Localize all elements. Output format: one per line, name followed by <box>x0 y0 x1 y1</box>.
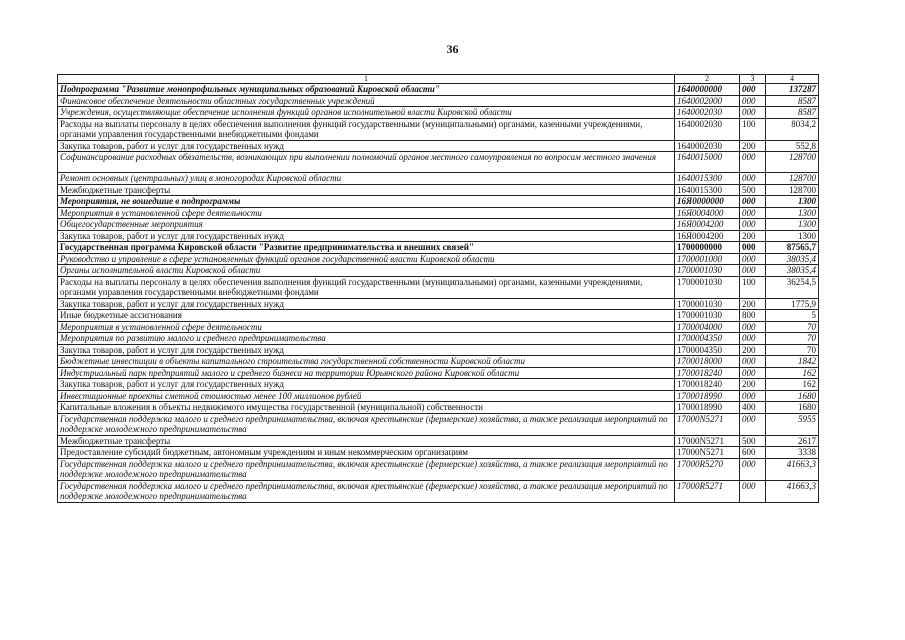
table-row <box>58 265 819 277</box>
table-header-row <box>58 75 819 84</box>
row-amount-cell: 1842 <box>766 356 819 368</box>
row-amount-cell: 3338 <box>766 447 819 459</box>
row-expense-type-cell: 000 <box>740 458 766 480</box>
row-amount-cell: 162 <box>766 367 819 379</box>
row-name-cell: Бюджетные инвестиции в объекты капитального строительства государственной собственности Кировской области <box>58 356 675 368</box>
row-name-cell: Финансовое обеспечение деятельности областных государственных учреждений <box>58 95 675 107</box>
row-amount-cell: 1300 <box>766 207 819 219</box>
table-row <box>58 140 819 152</box>
row-code-cell: 1700001030 <box>675 298 740 310</box>
row-amount-cell: 128700 <box>766 184 819 196</box>
row-name-cell: Государственная поддержка малого и среднего предпринимательства, включая крестьянские (фермерские) хозяйства, а также реализация мероприятий по поддержке молодежного предпринимательства <box>58 480 675 502</box>
row-expense-type-cell: 200 <box>740 379 766 391</box>
row-amount-cell: 87565,7 <box>766 242 819 254</box>
row-name-cell: Расходы на выплаты персоналу в целях обеспечения выполнения функций государственными (муниципальными) органами, казенными учреждениями, органами управления государственными внебюджетными фондами <box>58 118 675 140</box>
table-row <box>58 402 819 414</box>
row-amount-cell: 2617 <box>766 435 819 447</box>
table-row <box>58 84 819 96</box>
table-row <box>58 184 819 196</box>
row-expense-type-cell: 000 <box>740 413 766 435</box>
row-code-cell: 1640002030 <box>675 140 740 152</box>
row-expense-type-cell: 000 <box>740 333 766 345</box>
row-code-cell: 1700001030 <box>675 310 740 322</box>
row-amount-cell: 70 <box>766 321 819 333</box>
row-name-cell: Капитальные вложения в объекты недвижимого имущества государственной (муниципальной) собственности <box>58 402 675 414</box>
row-code-cell: 16Я0004200 <box>675 230 740 242</box>
row-code-cell: 1700004350 <box>675 333 740 345</box>
table-body <box>58 84 819 503</box>
table-row <box>58 173 819 185</box>
row-name-cell: Руководство и управление в сфере установленных функций органов государственной власти Кировской области <box>58 253 675 265</box>
row-name-cell: Софинансирование расходных обязательств, возникающих при выполнении полномочий органов местного самоуправления по вопросам местного значения <box>58 152 675 173</box>
row-amount-cell: 5 <box>766 310 819 322</box>
row-amount-cell: 5955 <box>766 413 819 435</box>
row-name-cell: Мероприятия в установленной сфере деятельности <box>58 207 675 219</box>
row-name-cell: Предоставление субсидий бюджетным, автономным учреждениям и иным некоммерческим организациям <box>58 447 675 459</box>
column-header-amount: 4 <box>766 75 819 84</box>
row-code-cell: 1700000000 <box>675 242 740 254</box>
row-expense-type-cell: 500 <box>740 184 766 196</box>
row-expense-type-cell: 000 <box>740 152 766 173</box>
row-expense-type-cell: 200 <box>740 344 766 356</box>
row-expense-type-cell: 000 <box>740 390 766 402</box>
row-code-cell: 1640002030 <box>675 118 740 140</box>
row-amount-cell: 137287 <box>766 84 819 96</box>
budget-table <box>57 74 819 503</box>
row-code-cell: 1700018990 <box>675 390 740 402</box>
row-code-cell: 1640015000 <box>675 152 740 173</box>
row-expense-type-cell: 000 <box>740 107 766 119</box>
row-expense-type-cell: 600 <box>740 447 766 459</box>
row-name-cell: Общегосударственные мероприятия <box>58 219 675 231</box>
row-amount-cell: 41663,3 <box>766 458 819 480</box>
row-name-cell: Мероприятия, не вошедшие в подпрограммы <box>58 196 675 208</box>
row-code-cell: 16Я0000000 <box>675 196 740 208</box>
row-code-cell: 1640000000 <box>675 84 740 96</box>
row-code-cell: 17000N5271 <box>675 413 740 435</box>
row-amount-cell: 70 <box>766 344 819 356</box>
table-row <box>58 207 819 219</box>
row-code-cell: 17000N5271 <box>675 435 740 447</box>
row-code-cell: 1700018240 <box>675 379 740 391</box>
row-expense-type-cell: 400 <box>740 402 766 414</box>
row-amount-cell: 8034,2 <box>766 118 819 140</box>
row-name-cell: Мероприятия по развитию малого и среднего предпринимательства <box>58 333 675 345</box>
row-expense-type-cell: 000 <box>740 367 766 379</box>
row-name-cell: Индустриальный парк предприятий малого и среднего бизнеса на территории Юрьянского района Кировской области <box>58 367 675 379</box>
table-row <box>58 379 819 391</box>
table-row <box>58 219 819 231</box>
row-name-cell: Подпрограмма "Развитие монопрофильных муниципальных образований Кировской области" <box>58 84 675 96</box>
table-row <box>58 107 819 119</box>
table-row <box>58 298 819 310</box>
row-expense-type-cell: 000 <box>740 321 766 333</box>
row-expense-type-cell: 000 <box>740 219 766 231</box>
row-code-cell: 1700018990 <box>675 402 740 414</box>
row-amount-cell: 128700 <box>766 152 819 173</box>
table-row <box>58 321 819 333</box>
table-row <box>58 242 819 254</box>
row-name-cell: Расходы на выплаты персоналу в целях обеспечения выполнения функций государственными (муниципальными) органами, казенными учреждениями, органами управления государственными внебюджетными фондами <box>58 276 675 298</box>
table-row <box>58 413 819 435</box>
row-name-cell: Иные бюджетные ассигнования <box>58 310 675 322</box>
row-code-cell: 1700001030 <box>675 276 740 298</box>
row-expense-type-cell: 000 <box>740 207 766 219</box>
row-name-cell: Межбюджетные трансферты <box>58 435 675 447</box>
row-amount-cell: 1300 <box>766 230 819 242</box>
row-code-cell: 17000N5271 <box>675 447 740 459</box>
row-name-cell: Государственная поддержка малого и среднего предпринимательства, включая крестьянские (фермерские) хозяйства, а также реализация мероприятий по поддержке молодежного предпринимательства <box>58 458 675 480</box>
row-amount-cell: 162 <box>766 379 819 391</box>
table-row <box>58 435 819 447</box>
row-code-cell: 17000R5270 <box>675 458 740 480</box>
row-amount-cell: 38035,4 <box>766 265 819 277</box>
column-header-name: 1 <box>58 75 675 84</box>
row-name-cell: Закупка товаров, работ и услуг для государственных нужд <box>58 379 675 391</box>
row-expense-type-cell: 200 <box>740 298 766 310</box>
row-expense-type-cell: 000 <box>740 242 766 254</box>
table-row <box>58 310 819 322</box>
table-row <box>58 480 819 502</box>
table-row <box>58 95 819 107</box>
table-row <box>58 230 819 242</box>
table-row <box>58 253 819 265</box>
table-row <box>58 447 819 459</box>
row-amount-cell: 1300 <box>766 196 819 208</box>
table-row <box>58 344 819 356</box>
row-code-cell: 16Я0004000 <box>675 207 740 219</box>
row-amount-cell: 1775,9 <box>766 298 819 310</box>
row-code-cell: 1700001030 <box>675 265 740 277</box>
row-amount-cell: 70 <box>766 333 819 345</box>
row-name-cell: Государственная программа Кировской области "Развитие предпринимательства и внешних связей" <box>58 242 675 254</box>
table-row <box>58 276 819 298</box>
table-row <box>58 196 819 208</box>
table-row <box>58 118 819 140</box>
row-code-cell: 16Я0004200 <box>675 219 740 231</box>
row-expense-type-cell: 200 <box>740 140 766 152</box>
row-expense-type-cell: 100 <box>740 276 766 298</box>
row-expense-type-cell: 200 <box>740 230 766 242</box>
row-amount-cell: 41663,3 <box>766 480 819 502</box>
table-row <box>58 333 819 345</box>
table-row <box>58 356 819 368</box>
row-amount-cell: 36254,5 <box>766 276 819 298</box>
row-amount-cell: 1680 <box>766 402 819 414</box>
row-expense-type-cell: 000 <box>740 196 766 208</box>
row-amount-cell: 8587 <box>766 107 819 119</box>
row-code-cell: 1700004000 <box>675 321 740 333</box>
column-header-expense-type: 3 <box>740 75 766 84</box>
row-name-cell: Закупка товаров, работ и услуг для государственных нужд <box>58 140 675 152</box>
page-number: 36 <box>446 42 459 56</box>
column-header-code: 2 <box>675 75 740 84</box>
row-name-cell: Закупка товаров, работ и услуг для государственных нужд <box>58 298 675 310</box>
row-expense-type-cell: 000 <box>740 265 766 277</box>
row-code-cell: 1700018240 <box>675 367 740 379</box>
row-expense-type-cell: 100 <box>740 118 766 140</box>
row-code-cell: 1640002030 <box>675 107 740 119</box>
row-name-cell: Закупка товаров, работ и услуг для государственных нужд <box>58 230 675 242</box>
row-code-cell: 17000R5271 <box>675 480 740 502</box>
table-row <box>58 152 819 173</box>
row-name-cell: Ремонт основных (центральных) улиц в моногородах Кировской области <box>58 173 675 185</box>
row-name-cell: Органы исполнительной власти Кировской области <box>58 265 675 277</box>
row-code-cell: 1640015300 <box>675 173 740 185</box>
row-amount-cell: 128700 <box>766 173 819 185</box>
row-amount-cell: 8587 <box>766 95 819 107</box>
row-code-cell: 1700018000 <box>675 356 740 368</box>
row-expense-type-cell: 000 <box>740 95 766 107</box>
table-row <box>58 458 819 480</box>
row-name-cell: Учреждения, осуществляющие обеспечение исполнения функций органов исполнительной власти Кировской области <box>58 107 675 119</box>
row-expense-type-cell: 000 <box>740 173 766 185</box>
row-name-cell: Мероприятия в установленной сфере деятельности <box>58 321 675 333</box>
row-amount-cell: 552,8 <box>766 140 819 152</box>
row-expense-type-cell: 000 <box>740 356 766 368</box>
table-row <box>58 390 819 402</box>
row-code-cell: 1640015300 <box>675 184 740 196</box>
row-expense-type-cell: 000 <box>740 253 766 265</box>
row-expense-type-cell: 500 <box>740 435 766 447</box>
row-amount-cell: 1680 <box>766 390 819 402</box>
table-row <box>58 367 819 379</box>
row-code-cell: 1700001000 <box>675 253 740 265</box>
row-code-cell: 1700004350 <box>675 344 740 356</box>
row-name-cell: Государственная поддержка малого и среднего предпринимательства, включая крестьянские (фермерские) хозяйства, а также реализация мероприятий по поддержке молодежного предпринимательства <box>58 413 675 435</box>
row-name-cell: Закупка товаров, работ и услуг для государственных нужд <box>58 344 675 356</box>
row-name-cell: Межбюджетные трансферты <box>58 184 675 196</box>
row-expense-type-cell: 000 <box>740 480 766 502</box>
row-expense-type-cell: 800 <box>740 310 766 322</box>
row-amount-cell: 38035,4 <box>766 253 819 265</box>
row-code-cell: 1640002000 <box>675 95 740 107</box>
row-expense-type-cell: 000 <box>740 84 766 96</box>
row-name-cell: Инвестиционные проекты сметной стоимостью менее 100 миллионов рублей <box>58 390 675 402</box>
row-amount-cell: 1300 <box>766 219 819 231</box>
